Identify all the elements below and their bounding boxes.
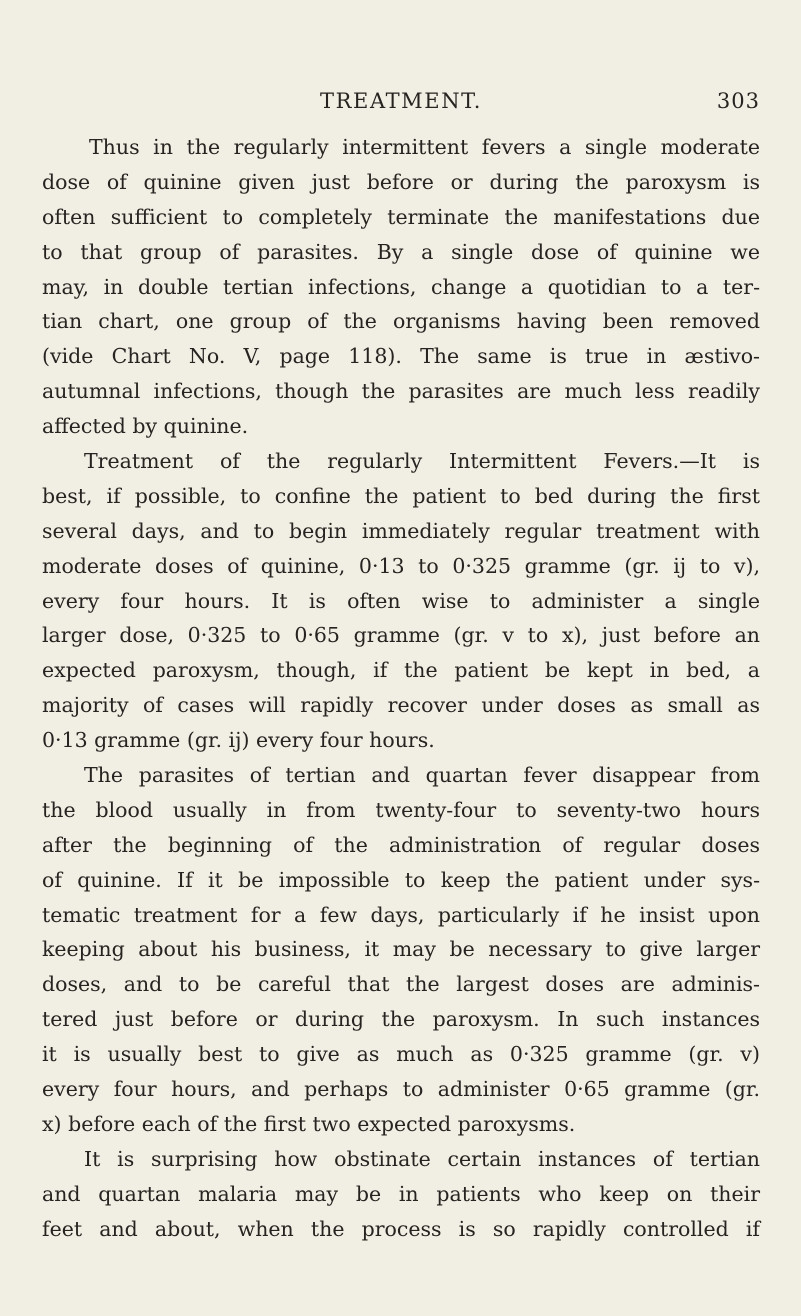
text-line: every four hours. It is often wise to administer a single [42, 588, 760, 613]
text-line: to that group of parasites. By a single dose of quinine we [42, 239, 760, 264]
text-line: of quinine. If it be impossible to keep the patient under sys- [42, 867, 760, 892]
body-text [42, 130, 760, 1247]
text-line: Thus in the regularly intermittent fevers a single moderate [89, 135, 760, 159]
text-line: expected paroxysm, though, if the patient be kept in bed, a [42, 658, 760, 683]
text-line: every four hours, and perhaps to administer 0·65 gramme (gr. [42, 1077, 760, 1102]
text-line: after the beginning of the administration of regular doses [42, 832, 760, 857]
text-line: it is usually best to give as much as 0·325 gramme (gr. v) [42, 1042, 760, 1067]
text-line: and quartan malaria may be in patients who keep on their [42, 1181, 760, 1206]
text-line: tian chart, one group of the organisms having been removed [42, 309, 760, 334]
text-line: may, in double tertian infections, change a quotidian to a ter- [42, 274, 760, 299]
text-line: keeping about his business, it may be necessary to give larger [42, 937, 760, 962]
text-line: tered just before or during the paroxysm. In such instances [42, 1007, 760, 1032]
text-line: majority of cases will rapidly recover under doses as small as [42, 693, 760, 718]
text-line: best, if possible, to confine the patient to bed during the first [42, 483, 760, 508]
text-line: doses, and to be careful that the largest doses are adminis- [42, 972, 760, 997]
page-number: 303 [716, 89, 760, 113]
chapter-title: TREATMENT. [320, 89, 482, 113]
text-line: often sufficient to completely terminate the manifestations due [42, 204, 760, 229]
text-line: feet and about, when the process is so rapidly controlled if [42, 1216, 760, 1241]
text-line: dose of quinine given just before or during the paroxysm is [42, 169, 760, 194]
text-line: moderate doses of quinine, 0·13 to 0·325 gramme (gr. ij to v), [42, 553, 760, 578]
text-line: The parasites of tertian and quartan fever disappear from [84, 763, 760, 788]
text-line: affected by quinine. [42, 414, 249, 439]
text-line: autumnal infections, though the parasites are much less readily [42, 379, 760, 404]
text-line: Treatment of the regularly Intermittent Fevers.—It is [84, 449, 760, 474]
text-line: It is surprising how obstinate certain instances of tertian [84, 1146, 760, 1171]
text-line: larger dose, 0·325 to 0·65 gramme (gr. v to x), just before an [42, 623, 760, 648]
running-head [42, 84, 760, 118]
text-line: (vide Chart No. V, page 118). The same is true in æstivo- [42, 344, 760, 369]
text-line: tematic treatment for a few days, particularly if he insist upon [42, 902, 760, 927]
text-line: several days, and to begin immediately regular treatment with [42, 518, 760, 543]
text-line: x) before each of the first two expected paroxysms. [42, 1111, 576, 1136]
text-line: the blood usually in from twenty-four to seventy-two hours [42, 797, 760, 822]
text-line: 0·13 gramme (gr. ij) every four hours. [42, 728, 435, 753]
